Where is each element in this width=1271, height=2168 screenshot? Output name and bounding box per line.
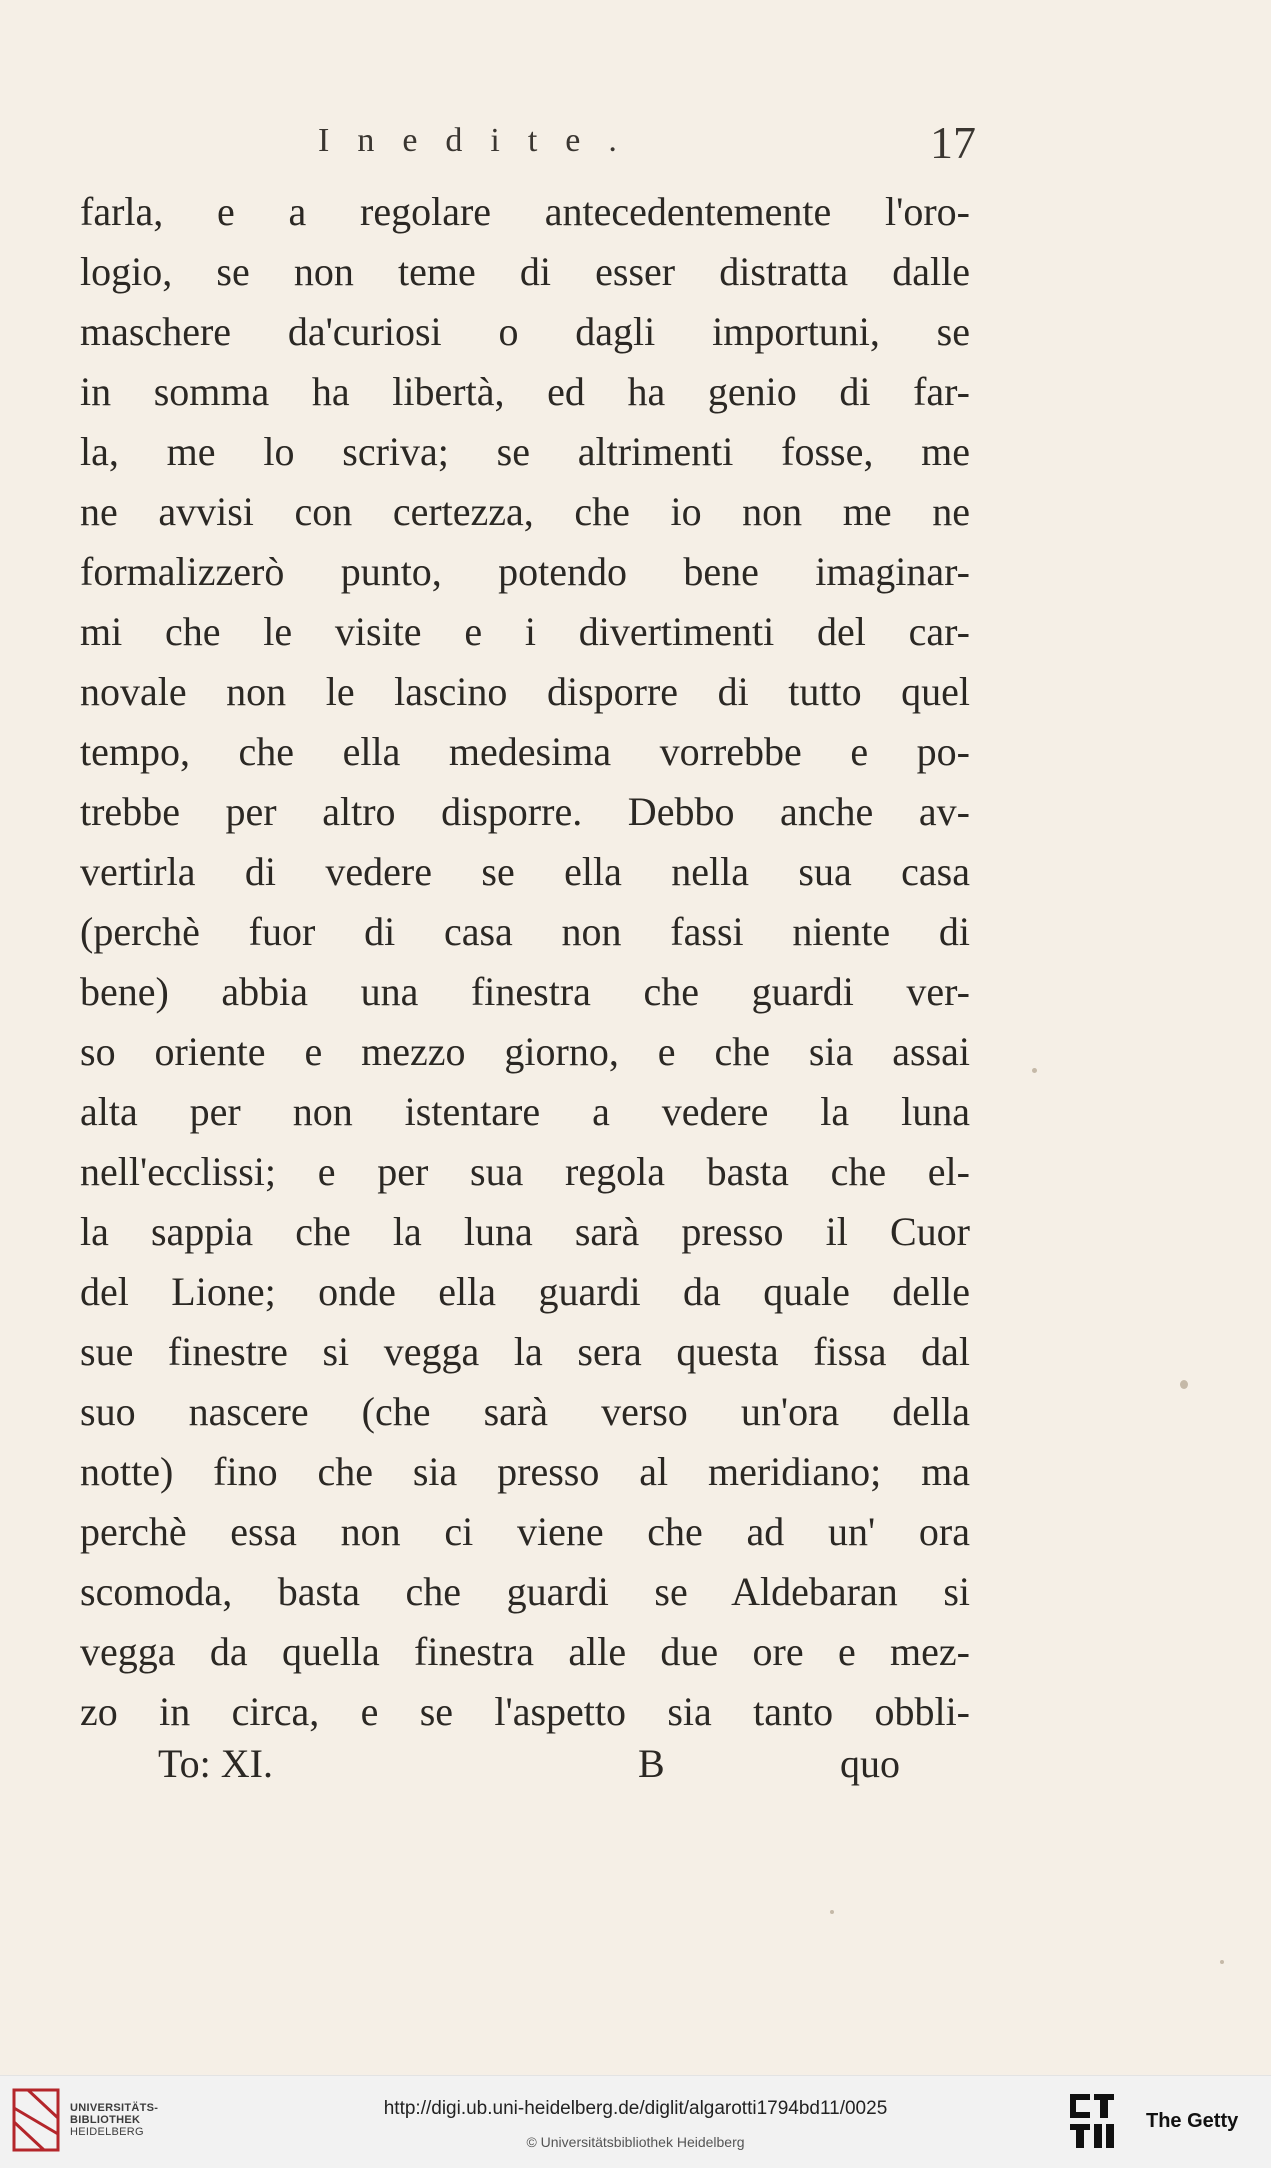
text-line: zo in circa, e se l'aspetto sia tanto obbli- [80,1689,970,1734]
text-line: notte) fino che sia presso al meridiano; ma [80,1449,970,1494]
ub-library-name: UNIVERSITÄTS- BIBLIOTHEK HEIDELBERG [70,2102,159,2138]
getty-mark-icon [1066,2090,1118,2154]
permalink-url[interactable]: http://digi.ub.uni-heidelberg.de/diglit/algarotti1794bd11/0025 [383,2098,888,2119]
text-line: scomoda, basta che guardi se Aldebaran si [80,1569,970,1614]
text-line: maschere da'curiosi o dagli importuni, se [80,309,970,354]
text-line: nell'ecclissi; e per sua regola basta che el- [80,1149,970,1194]
paper-spot [1180,1380,1188,1389]
getty-name: The Getty [1146,2110,1239,2132]
viewer-footer-bar [0,2075,1271,2168]
signature-mark: To: XI. [158,1741,273,1786]
sheet-mark: B [638,1741,665,1786]
paper-spot [830,1910,834,1914]
text-line: tempo, che ella medesima vorrebbe e po- [80,729,970,774]
text-line: logio, se non teme di esser distratta dalle [80,249,970,294]
running-title: Inedite. [318,122,645,159]
text-line: mi che le visite e i divertimenti del car- [80,609,970,654]
getty-logo[interactable] [1066,2090,1261,2156]
text-line: trebbe per altro disporre. Debbo anche av- [80,789,970,834]
page-number: 17 [930,117,976,168]
text-line: perchè essa non ci viene che ad un' ora [80,1509,970,1554]
text-line: ne avvisi con certezza, che io non me ne [80,489,970,534]
text-line: formalizzerò punto, potendo bene imaginar- [80,549,970,594]
text-line: vertirla di vedere se ella nella sua casa [80,849,970,894]
catchword: quo [840,1741,900,1786]
text-line: sue finestre si vegga la sera questa fissa dal [80,1329,970,1374]
body-text [80,182,970,1742]
text-line: suo nascere (che sarà verso un'ora della [80,1389,970,1434]
text-line: vegga da quella finestra alle due ore e mez- [80,1629,970,1674]
text-line: novale non le lascino disporre di tutto quel [80,669,970,714]
text-line: bene) abbia una finestra che guardi ver- [80,969,970,1014]
copyright-notice: © Universitätsbibliothek Heidelberg [526,2134,745,2150]
page-footer [0,1740,1271,1810]
text-line: in somma ha libertà, ed ha genio di far- [80,369,970,414]
paper-spot [1220,1960,1224,1964]
text-line: alta per non istentare a vedere la luna [80,1089,970,1134]
text-line: (perchè fuor di casa non fassi niente di [80,909,970,954]
text-line: farla, e a regolare antecedentemente l'oro- [80,189,970,234]
paper-spot [1032,1068,1037,1073]
text-line: so oriente e mezzo giorno, e che sia assai [80,1029,970,1074]
text-line: la sappia che la luna sarà presso il Cuor [80,1209,970,1254]
text-line: la, me lo scriva; se altrimenti fosse, me [80,429,970,474]
text-line: del Lione; onde ella guardi da quale delle [80,1269,970,1314]
